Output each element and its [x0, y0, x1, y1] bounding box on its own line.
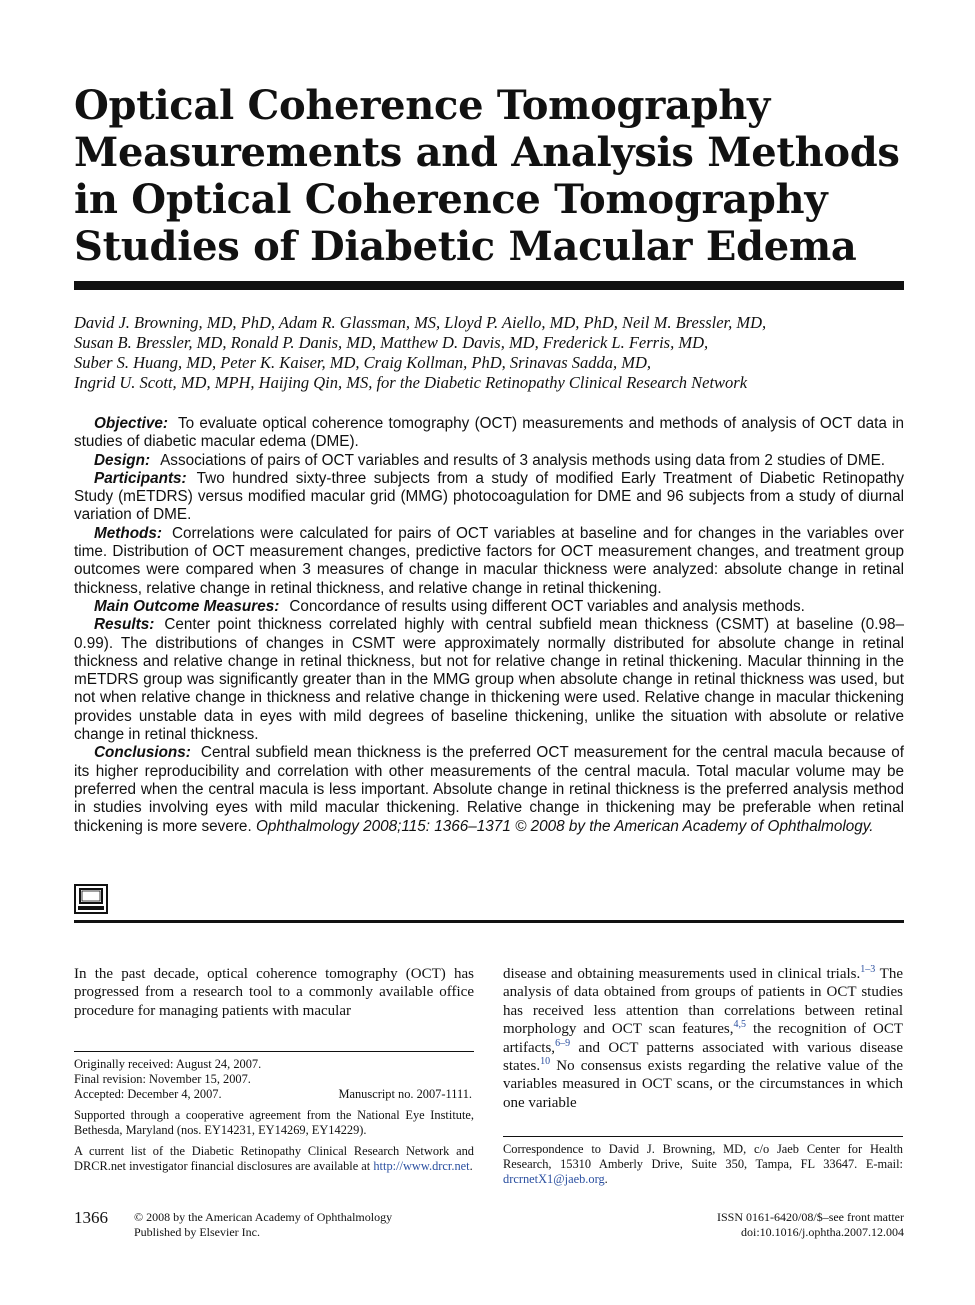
abstract-bottom-rule: [74, 920, 904, 923]
title-rule: [74, 281, 904, 290]
body-text: the recognition of OCT artifacts,: [503, 1021, 904, 1056]
objective-label: Objective:: [94, 415, 168, 432]
article-title: Optical Coherence Tomography Measurements and Analysis Methods in Optical Coherence Tomography Studies of Diabetic Macular Edema: [74, 82, 900, 270]
author-list: [74, 313, 904, 393]
body-paragraph: [503, 965, 903, 1112]
copyright: © 2008 by the American Academy of Ophthalmology: [134, 1210, 393, 1224]
correspondence-end: .: [604, 1172, 608, 1186]
abstract-outcome: [74, 598, 904, 616]
footnotes-right: [503, 1142, 903, 1193]
outcome-label: Main Outcome Measures:: [94, 597, 280, 615]
author-line: Susan B. Bressler, MD, Ronald P. Danis, MD, Matthew D. Davis, MD, Frederick L. Ferris, MD,: [74, 333, 709, 352]
drcr-link[interactable]: http://www.drcr.net: [373, 1159, 470, 1173]
correspondence-note: [503, 1142, 903, 1187]
author-line: Suber S. Huang, MD, Peter K. Kaiser, MD, Craig Kollman, PhD, Srinavas Sadda, MD,: [74, 353, 652, 372]
disclosure-end: .: [469, 1159, 473, 1173]
abstract-participants: [74, 470, 904, 525]
funding-note: Supported through a cooperative agreement from the National Eye Institute, Bethesda, Maryland (nos. EY14231, EY14269, EY14229).: [74, 1108, 474, 1137]
methods-text: Correlations were calculated for pairs of OCT variables at baseline and for changes in the variables over time. Distribution of OCT measurement changes, predictive factors for OCT measurement changes, and treatment group outcomes were compared when 3 measures of change in macular thickness were analyzed: absolute change in retinal thickness, relative change in retinal thickness, and relative change in retinal thickening.: [74, 524, 904, 597]
footnote-rule-right: [503, 1136, 903, 1137]
design-label: Design:: [94, 451, 151, 469]
author-line: David J. Browning, MD, PhD, Adam R. Glassman, MS, Lloyd P. Aiello, MD, PhD, Neil M. Bressler, MD,: [74, 313, 767, 332]
body-text: No consensus exists regarding the relative value of the variables measured in OCT scans, or the circumstances in which one variable: [503, 1058, 903, 1111]
correspondence-text: Correspondence to David J. Browning, MD, c/o Jaeb Center for Health Research, 15310 Amberly Drive, Suite 350, Tampa, FL 33647. E-mail:: [503, 1142, 903, 1171]
footer-left: [134, 1210, 392, 1240]
doi: doi:10.1016/j.ophtha.2007.12.004: [741, 1225, 904, 1239]
body-text: and OCT patterns associated with various disease states.: [503, 1039, 903, 1075]
design-text: Associations of pairs of OCT variables and results of 3 analysis methods using data from 2 studies of DME.: [160, 451, 886, 469]
objective-text: To evaluate optical coherence tomography (OCT) measurements and methods of analysis of OCT data in studies of diabetic macular edema (DME).: [74, 415, 904, 451]
outcome-text: Concordance of results using different OCT variables and analysis methods.: [289, 597, 805, 615]
footnotes-left: [74, 1057, 474, 1180]
footnote-rule-left: [74, 1051, 474, 1052]
body-column-left: [74, 965, 474, 1020]
results-label: Results:: [94, 616, 155, 634]
reference-link[interactable]: 1–3: [860, 964, 876, 975]
abstract-conclusions: [74, 744, 904, 835]
participants-text: Two hundred sixty-three subjects from a study of modified Early Treatment of Diabetic Retinopathy Study (mETDRS) versus modified macular grid (MMG) photocoagulation for DME and 96 subjects from a study of diurnal variation of DME.: [74, 469, 904, 524]
reference-link[interactable]: 4,5: [733, 1019, 746, 1031]
disclosure-text: A current list of the Diabetic Retinopathy Clinical Research Network and DRCR.net investigator financial disclosures are available at: [74, 1144, 474, 1173]
abstract-objective: [74, 415, 904, 452]
footer-right: [717, 1210, 904, 1240]
citation: Ophthalmology 2008;115: 1366–1371 © 2008 by the American Academy of Ophthalmology.: [255, 817, 874, 835]
abstract-results: [74, 616, 904, 744]
abstract-methods: [74, 525, 904, 598]
reference-link[interactable]: 10: [540, 1056, 551, 1068]
abstract-design: [74, 452, 904, 470]
body-text: The analysis of data obtained from groups of patients in OCT studies has received less attention than correlations between retinal morphology and OCT scan features,: [503, 966, 903, 1038]
disclosure-note: [74, 1144, 474, 1174]
accepted-date: Accepted: December 4, 2007.: [74, 1087, 222, 1101]
page-number: 1366: [74, 1208, 108, 1227]
author-line: Ingrid U. Scott, MD, MPH, Haijing Qin, MS, for the Diabetic Retinopathy Clinical Research Network: [74, 373, 748, 392]
participants-label: Participants:: [94, 469, 187, 487]
publisher: Published by Elsevier Inc.: [134, 1225, 260, 1239]
manuscript-number: Manuscript no. 2007-1111.: [338, 1087, 472, 1101]
methods-label: Methods:: [94, 524, 162, 542]
body-paragraph: In the past decade, optical coherence tomography (OCT) has progressed from a research tool to a commonly available office procedure for managing patients with macular: [74, 966, 474, 1019]
issn: ISSN 0161-6420/08/$–see front matter: [717, 1210, 904, 1224]
computer-monitor-icon: [74, 884, 108, 914]
abstract: [74, 415, 904, 836]
received-date: Originally received: August 24, 2007.: [74, 1057, 262, 1071]
reference-link[interactable]: 6–9: [555, 1037, 571, 1049]
conclusions-text: Central subfield mean thickness is the preferred OCT measurement for the central macula because of its higher reproducibility and correlation with other measurements of the central macula. Total macular volume may be preferred when the central macula is less important. Absolute change in retinal thickness is the preferred analysis method in studies involving eyes with mild macular thickening. Relative change in thickening may be preferable when retinal thickening is more severe.: [74, 744, 904, 835]
results-text: Center point thickness correlated highly with central subfield mean thickness (CSMT) at baseline (0.98–0.99). The distributions of changes in CSMT were approximately normally distributed for absolute change in retinal thickness and relative change in retinal thickness, but not for relative change in retinal thickening. Macular thinning in the mETDRS group was significantly greater than in the MMG group when absolute change in retinal thickness was used, but not when relative change in thickness and relative change in thickening were used. Relative change in macular thickening provides unstable data in eyes with mild degrees of baseline thickening, unlike the situation with absolute or relative change in retinal thickness.: [74, 616, 904, 744]
conclusions-label: Conclusions:: [94, 744, 191, 762]
email-link[interactable]: drcrnetX1@jaeb.org: [503, 1172, 605, 1186]
revision-date: Final revision: November 15, 2007.: [74, 1072, 251, 1086]
body-text: disease and obtaining measurements used in clinical trials.: [503, 966, 861, 982]
body-column-right: [503, 965, 903, 1112]
